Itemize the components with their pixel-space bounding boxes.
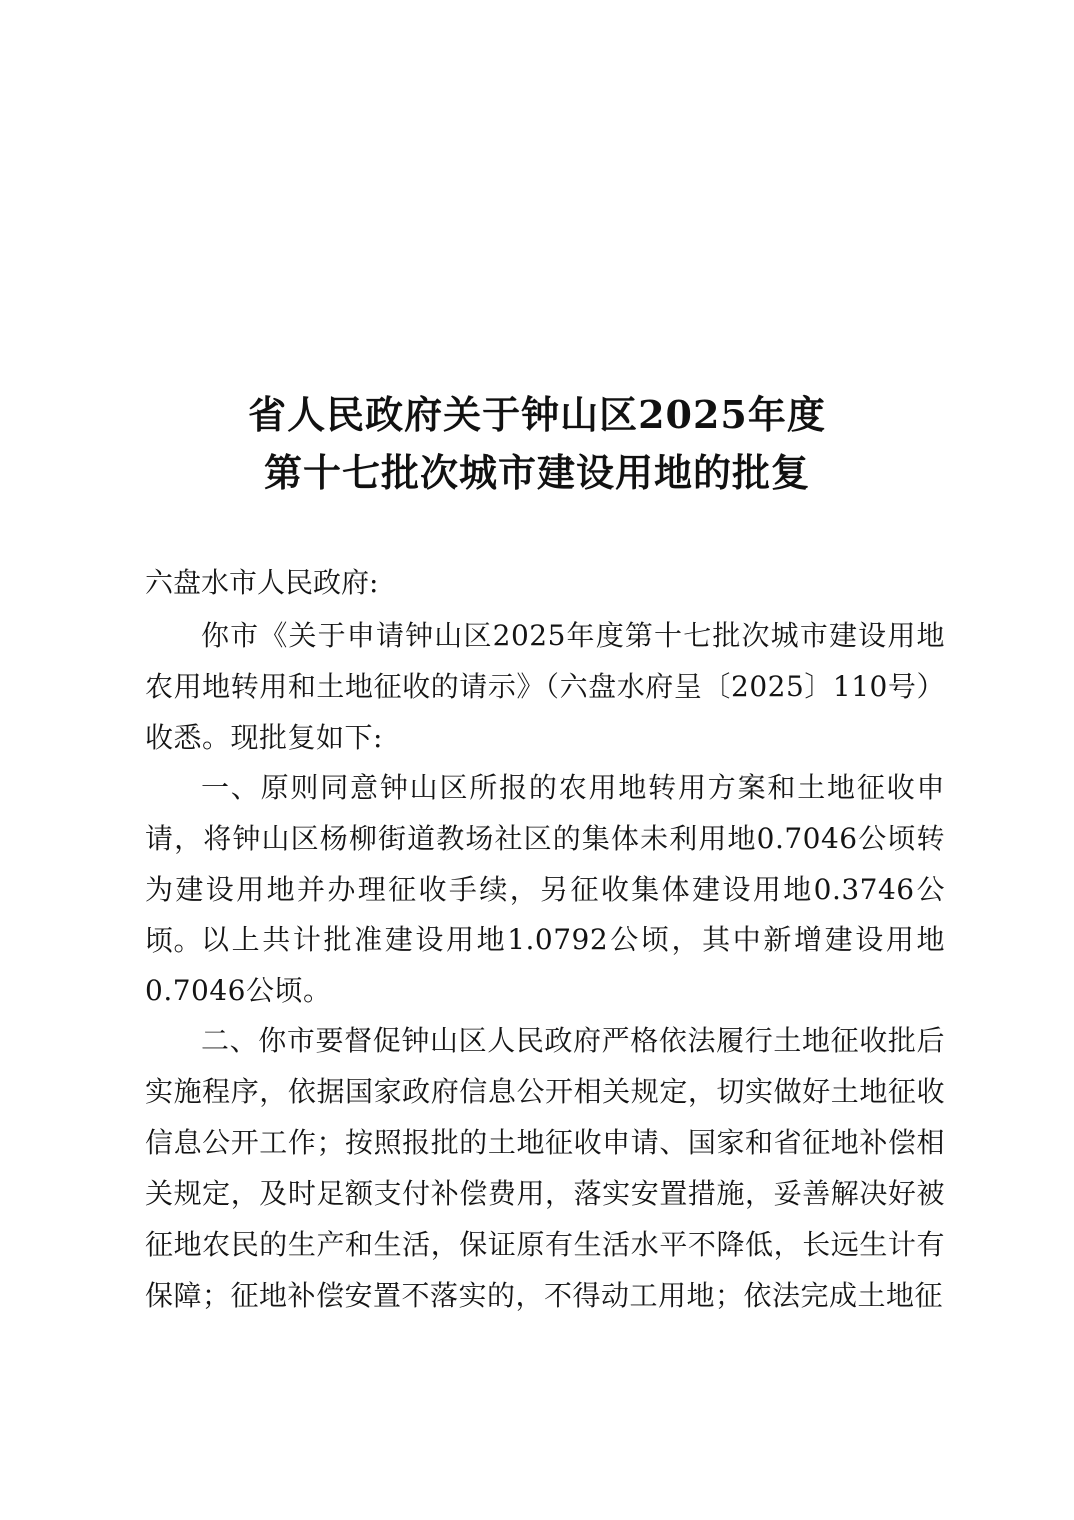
document-title-line-2: 第十七批次城市建设用地的批复 [263,450,810,495]
paragraph-total-area: 以上共计批准建设用地1.0792公顷，其中新增建设用地0.7046公顷。 [145,923,945,1007]
salutation: 六盘水市人民政府: [145,566,379,599]
paragraph-request-received: 你市《关于申请钟山区2025年度第十七批次城市建设用地农用地转用和土地征收的请示》（六盘水府呈〔2025〕110号）收悉。现批复如下: [145,619,945,754]
paragraph-approval-two: 二、你市要督促钟山区人民政府严格依法履行土地征收批后实施程序，依据国家政府信息公开相关规定，切实做好土地征收信息公开工作；按照报批的土地征收申请、国家和省征地补偿相关规定，及时足额支付补偿费用，落实安置措施，妥善解决好被征地农民的生产和生活，保证原有生活水平不降低，长远生计有保障；征地补偿安置不落实的，不得动工用地；依法完成土地征 [145,1024,945,1312]
paragraph-approval-one: 一、原则同意钟山区所报的农用地转用方案和土地征收申请，将钟山区杨柳街道教场社区的集体未利用地0.7046公顷转为建设用地并办理征收手续，另征收集体建设用地0.3746公顷。 [145,771,945,957]
document-title-line-1: 省人民政府关于钟山区2025年度 [248,392,826,437]
